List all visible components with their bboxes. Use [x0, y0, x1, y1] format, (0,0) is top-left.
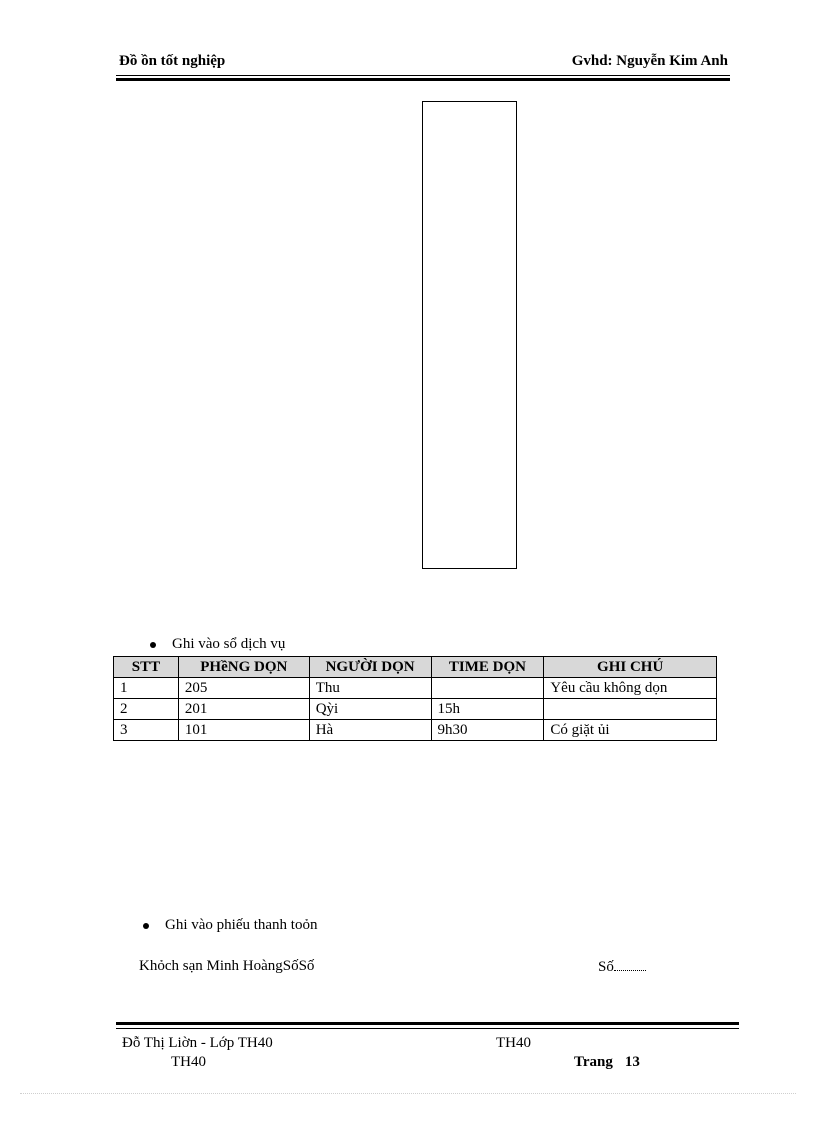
footer-rule — [116, 1028, 739, 1029]
service-log-table — [113, 656, 717, 741]
col-header-stt: STT — [114, 657, 179, 678]
header-rule — [116, 75, 730, 76]
cell-stt: 3 — [114, 720, 179, 741]
footer-author: Đỗ Thị Liờn - Lớp TH40 — [122, 1035, 273, 1051]
cell-cleaner: Thu — [309, 678, 431, 699]
header-left-title: Đồ ồn tốt nghiệp — [119, 53, 226, 69]
receipt-hotel-name: Khỏch sạn Minh HoàngSốSố — [139, 958, 315, 974]
col-header-note: GHI CHÚ — [544, 657, 717, 678]
cell-stt: 2 — [114, 699, 179, 720]
bullet-icon — [143, 923, 149, 929]
col-header-cleaner: NGƯỜI DỌN — [309, 657, 431, 678]
bullet-icon — [150, 642, 156, 648]
footer-class: TH40 — [496, 1035, 531, 1051]
cell-time: 15h — [431, 699, 544, 720]
receipt-number-label: Số — [598, 959, 614, 975]
cell-cleaner: Hà — [309, 720, 431, 741]
table-row — [114, 699, 717, 720]
table-row — [114, 678, 717, 699]
header-right-advisor: Gvhd: Nguyễn Kim Anh — [571, 53, 728, 69]
footer-page-number: 13 — [624, 1054, 640, 1070]
bullet-service-log — [150, 636, 285, 653]
cell-note — [544, 699, 717, 720]
cell-cleaner: Qỳi — [309, 699, 431, 720]
col-header-room: PHềNG DỌN — [178, 657, 309, 678]
receipt-number-blank — [614, 958, 646, 971]
table-row — [114, 720, 717, 741]
table-header-row — [114, 657, 717, 678]
empty-frame-box — [422, 101, 517, 569]
footer-rule-thick — [116, 1022, 739, 1025]
cell-note: Có giặt ủi — [544, 720, 717, 741]
cell-time: 9h30 — [431, 720, 544, 741]
receipt-number — [598, 958, 646, 976]
bullet-payment-slip — [143, 917, 317, 934]
cell-stt: 1 — [114, 678, 179, 699]
cell-note: Yêu cầu không dọn — [544, 678, 717, 699]
col-header-time: TIME DỌN — [431, 657, 544, 678]
bullet-service-log-text: Ghi vào sổ dịch vụ — [172, 636, 286, 652]
header-rule-thick — [116, 78, 730, 81]
footer-author-line2: TH40 — [171, 1054, 206, 1070]
page-bottom-divider — [20, 1093, 796, 1094]
bullet-payment-slip-text: Ghi vào phiếu thanh toỏn — [165, 917, 318, 933]
footer-page — [574, 1054, 640, 1071]
footer-page-label: Trang — [574, 1054, 613, 1070]
cell-room: 101 — [178, 720, 309, 741]
cell-room: 205 — [178, 678, 309, 699]
cell-time — [431, 678, 544, 699]
cell-room: 201 — [178, 699, 309, 720]
